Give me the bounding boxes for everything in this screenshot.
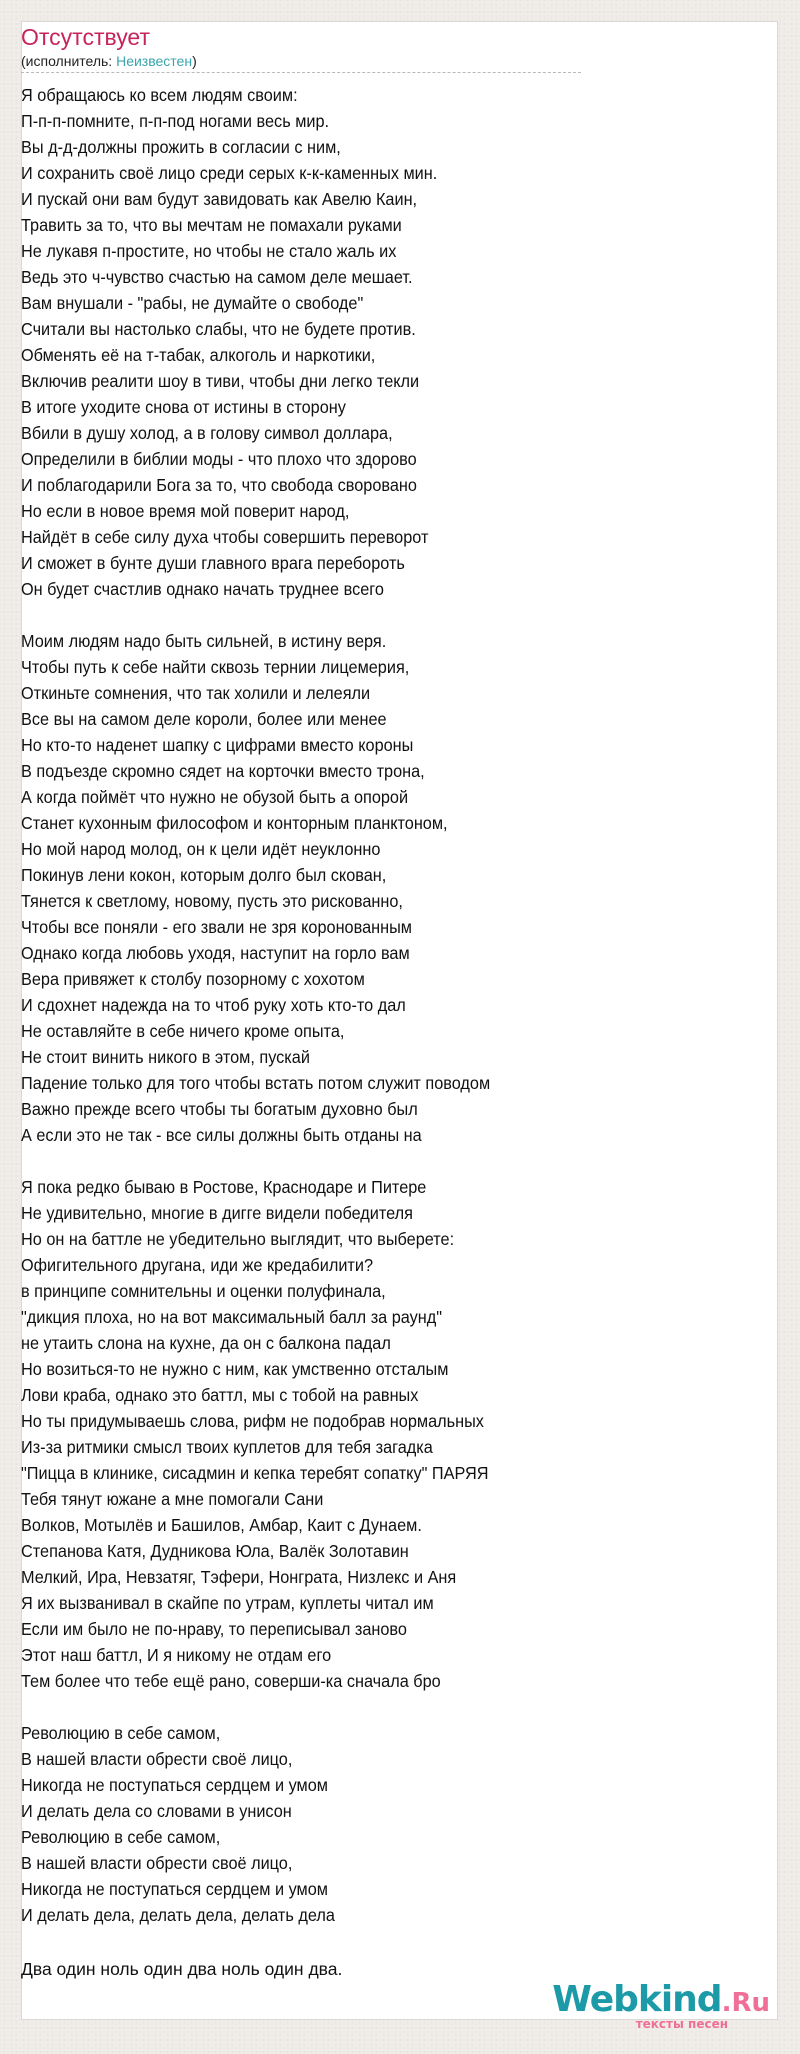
lyrics-line: Лови краба, однако это баттл, мы с тобой на равных bbox=[21, 1385, 419, 1405]
lyrics-line: И сохранить своё лицо среди серых к-к-каменных мин. bbox=[21, 163, 438, 183]
lyrics-line: Если им было не по-нраву, то переписывал заново bbox=[21, 1619, 407, 1639]
lyrics-line: А если это не так - все силы должны быть отданы на bbox=[21, 1125, 422, 1145]
lyrics-line: А когда поймёт что нужно не обузой быть а опорой bbox=[21, 787, 409, 807]
lyrics-line: И делать дела со словами в унисон bbox=[21, 1801, 292, 1821]
lyrics-stanza bbox=[21, 1720, 672, 1928]
lyrics-line: Найдёт в себе силу духа чтобы совершить переворот bbox=[21, 527, 429, 547]
lyrics-line: В итоге уходите снова от истины в сторону bbox=[21, 397, 346, 417]
lyrics-line: Вы д-д-должны прожить в согласии с ним, bbox=[21, 137, 341, 157]
lyrics-line: Травить за то, что вы мечтам не помахали руками bbox=[21, 215, 402, 235]
lyrics-line: Включив реалити шоу в тиви, чтобы дни легко текли bbox=[21, 371, 420, 391]
lyrics-line: В нашей власти обрести своё лицо, bbox=[21, 1853, 293, 1873]
lyrics-line: Из-за ритмики смысл твоих куплетов для тебя загадка bbox=[21, 1437, 433, 1457]
lyrics-stanza bbox=[21, 1174, 672, 1694]
lyrics-stanza bbox=[21, 628, 672, 1148]
lyrics-line: не утаить слона на кухне, да он с балкона падал bbox=[21, 1333, 391, 1353]
lyrics-line: Он будет счастлив однако начать труднее всего bbox=[21, 579, 384, 599]
lyrics-line: Обменять её на т-табак, алкоголь и наркотики, bbox=[21, 345, 376, 365]
lyrics-line: Не оставляйте в себе ничего кроме опыта, bbox=[21, 1021, 345, 1041]
artist-prefix: (исполнитель: bbox=[21, 53, 117, 69]
lyrics-line: Моим людям надо быть сильней, в истину веря. bbox=[21, 631, 387, 651]
lyrics-line: Никогда не поступаться сердцем и умом bbox=[21, 1775, 328, 1795]
site-logo[interactable] bbox=[552, 1979, 770, 2031]
lyrics-stanza bbox=[21, 82, 672, 602]
lyrics-line: Важно прежде всего чтобы ты богатым духовно был bbox=[21, 1099, 418, 1119]
lyrics-line: Покинув лени кокон, которым долго был скован, bbox=[21, 865, 387, 885]
lyrics-line: Ведь это ч-чувство счастью на самом деле мешает. bbox=[21, 267, 413, 287]
lyrics-line: Никогда не поступаться сердцем и умом bbox=[21, 1879, 328, 1899]
lyrics-line: Не удивительно, многие в дигге видели победителя bbox=[21, 1203, 413, 1223]
song-title: Отсутствует bbox=[21, 24, 150, 50]
lyrics-line: Тем более что тебе ещё рано, соверши-ка сначала бро bbox=[21, 1671, 441, 1691]
lyrics-line: Станет кухонным философом и конторным планктоном, bbox=[21, 813, 448, 833]
lyrics-line: Не лукавя п-простите, но чтобы не стало жаль их bbox=[21, 241, 397, 261]
lyrics-line: И делать дела, делать дела, делать дела bbox=[21, 1905, 335, 1925]
lyrics-line: Чтобы все поняли - его звали не зря коронованным bbox=[21, 917, 412, 937]
lyrics-line: И поблагодарили Бога за то, что свобода своровано bbox=[21, 475, 417, 495]
lyrics-line: Чтобы путь к себе найти сквозь тернии лицемерия, bbox=[21, 657, 410, 677]
lyrics-line: И сдохнет надежда на то чтоб руку хоть кто-то дал bbox=[21, 995, 406, 1015]
lyrics-line: в принципе сомнительны и оценки полуфинала, bbox=[21, 1281, 386, 1301]
lyrics-line: Волков, Мотылёв и Башилов, Амбар, Каит с Дунаем. bbox=[21, 1515, 422, 1535]
lyrics-line: Но возиться-то не нужно с ним, как умственно отсталым bbox=[21, 1359, 449, 1379]
lyrics-line: Я обращаюсь ко всем людям своим: bbox=[21, 85, 298, 105]
lyrics-line: Этот наш баттл, И я никому не отдам его bbox=[21, 1645, 332, 1665]
lyrics-line: Степанова Катя, Дудникова Юла, Валёк Золотавин bbox=[21, 1541, 409, 1561]
lyrics-line: Но он на баттле не убедительно выглядит, что выберете: bbox=[21, 1229, 455, 1249]
lyrics-line: Все вы на самом деле короли, более или менее bbox=[21, 709, 387, 729]
logo-domain: .Ru bbox=[721, 1988, 770, 2018]
lyrics-line: Но если в новое время мой поверит народ, bbox=[21, 501, 350, 521]
logo-tagline: тексты песен bbox=[635, 2017, 728, 2031]
lyrics-text bbox=[21, 82, 672, 1954]
lyrics-line: Вам внушали - "рабы, не думайте о свободе" bbox=[21, 293, 364, 313]
lyrics-outro: Два один ноль один два ноль один два. bbox=[21, 1959, 343, 1979]
lyrics-line: Но ты придумываешь слова, рифм не подобрав нормальных bbox=[21, 1411, 484, 1431]
lyrics-line: Но мой народ молод, он к цели идёт неуклонно bbox=[21, 839, 381, 859]
lyrics-line: В нашей власти обрести своё лицо, bbox=[21, 1749, 293, 1769]
lyrics-line: Тебя тянут южане а мне помогали Сани bbox=[21, 1489, 324, 1509]
lyrics-line: Мелкий, Ира, Невзатяг, Тэфери, Нонграта, Низлекс и Аня bbox=[21, 1567, 457, 1587]
artist-suffix: ) bbox=[192, 53, 197, 69]
lyrics-line: Считали вы настолько слабы, что не будете против. bbox=[21, 319, 416, 339]
logo-wordmark: Webkind bbox=[552, 1979, 722, 2020]
lyrics-line: Революцию в себе самом, bbox=[21, 1723, 221, 1743]
lyrics-line: Откиньте сомнения, что так холили и лелеяли bbox=[21, 683, 371, 703]
lyrics-line: Я их вызванивал в скайпе по утрам, куплеты читал им bbox=[21, 1593, 434, 1613]
lyrics-line: И пускай они вам будут завидовать как Авелю Каин, bbox=[21, 189, 418, 209]
lyrics-line: Определили в библии моды - что плохо что здорово bbox=[21, 449, 417, 469]
lyrics-line: Не стоит винить никого в этом, пускай bbox=[21, 1047, 310, 1067]
lyrics-line: Вера привяжет к столбу позорному с хохотом bbox=[21, 969, 365, 989]
lyrics-line: И сможет в бунте души главного врага перебороть bbox=[21, 553, 405, 573]
lyrics-line: Но кто-то наденет шапку с цифрами вместо короны bbox=[21, 735, 414, 755]
lyrics-line: П-п-п-помните, п-п-под ногами весь мир. bbox=[21, 111, 330, 131]
artist-link[interactable]: Неизвестен bbox=[116, 53, 193, 69]
lyrics-line: В подъезде скромно сядет на корточки вместо трона, bbox=[21, 761, 425, 781]
lyrics-line: Однако когда любовь уходя, наступит на горло вам bbox=[21, 943, 410, 963]
lyrics-line: Вбили в душу холод, а в голову символ доллара, bbox=[21, 423, 393, 443]
artist-line bbox=[21, 51, 581, 73]
lyrics-line: "дикция плоха, но на вот максимальный балл за раунд" bbox=[21, 1307, 443, 1327]
lyrics-line: "Пицца в клинике, сисадмин и кепка теребят сопатку" ПАРЯЯ bbox=[21, 1463, 489, 1483]
lyrics-line: Тянется к светлому, новому, пусть это рискованно, bbox=[21, 891, 403, 911]
lyrics-line: Офигительного другана, иди же кредабилити? bbox=[21, 1255, 374, 1275]
lyrics-line: Революцию в себе самом, bbox=[21, 1827, 221, 1847]
lyrics-line: Я пока редко бываю в Ростове, Краснодаре и Питере bbox=[21, 1177, 427, 1197]
lyrics-line: Падение только для того чтобы встать потом служит поводом bbox=[21, 1073, 491, 1093]
